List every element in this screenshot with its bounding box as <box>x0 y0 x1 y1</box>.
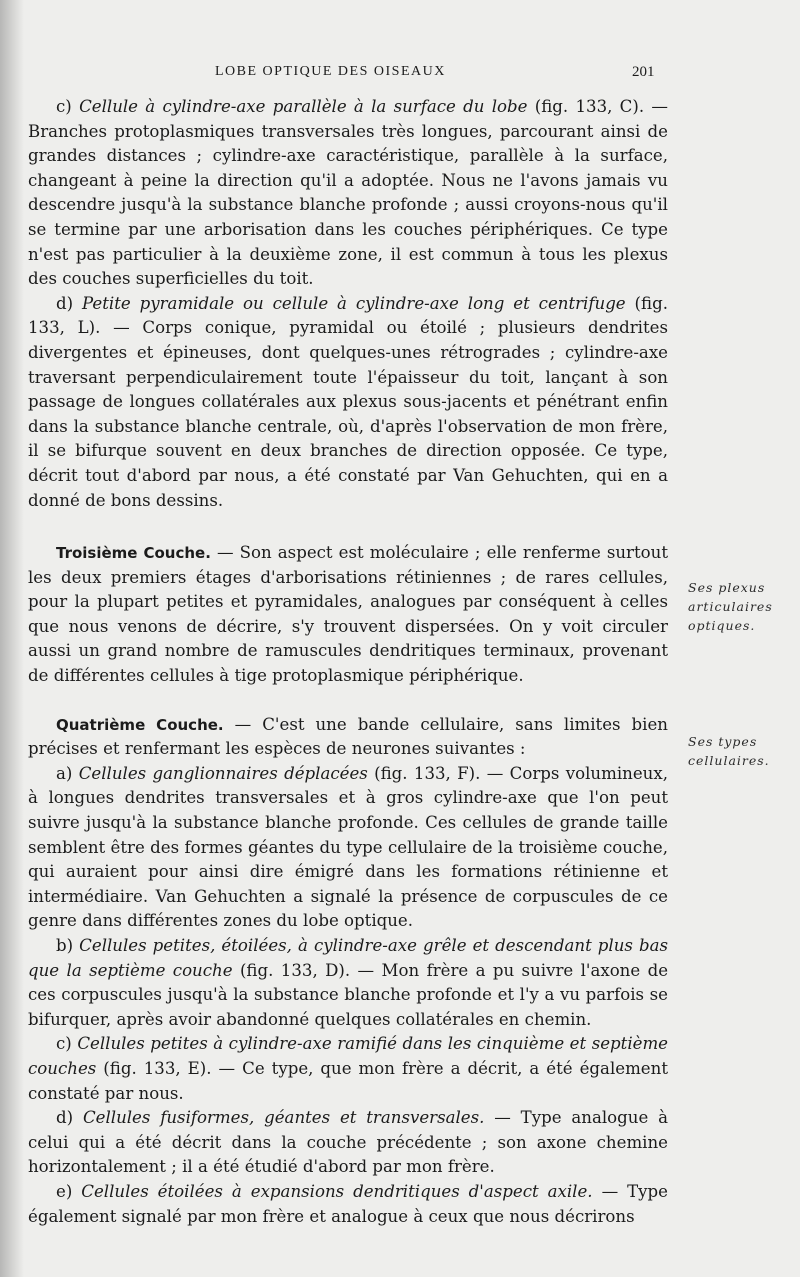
figure-ref: (fig. 133, F). <box>374 763 481 783</box>
figure-ref: (fig. 133, D). <box>239 960 351 980</box>
paragraph-text: — Branches protoplasmiques transversales très longues, parcourant ainsi de grandes distances ; cylindre-axe caractéristique, parallèle à la surface, changeant à peine la direction qu'il a adoptée. Nous ne l'avons jamais vu descendre jusqu'à la substance blanche profonde ; aussi croyons-nous qu'il se termine par une arborisation dans les couches périphériques. Ce type n'est pas particulier à la deuxième zone, il est commun à tous les plexus des couches superficielles du toit. <box>28 97 668 289</box>
page-header <box>0 64 800 88</box>
item-label: c) <box>56 1034 72 1054</box>
paragraph-c-branched-axon <box>28 1032 668 1106</box>
paragraph-fourth-layer <box>28 713 668 762</box>
section-heading: Troisième Couche. <box>56 544 211 563</box>
paragraph-text: — Type analogue à celui qui a été décrit dans la couche précédente ; son axone chemine horizontalement ; il a été étudié d'abord par mon frère. <box>28 1108 668 1177</box>
running-title: LOBE OPTIQUE DES OISEAUX <box>215 64 446 79</box>
paragraph-c-parallel-axon <box>28 95 668 292</box>
cell-type-title: Cellules petites à cylindre-axe ramifié dans les cinquième et septième couches <box>28 1034 668 1078</box>
cell-type-title: Cellules étoilées à expansions dendritiques d'aspect axile. <box>81 1181 593 1201</box>
cell-type-title: Cellules fusiformes, géantes et transversales. <box>82 1108 485 1128</box>
item-label: a) <box>56 763 73 783</box>
paragraph-a-displaced-ganglion <box>28 762 668 934</box>
paragraph-e-stellate-axile <box>28 1180 668 1229</box>
page-number: 201 <box>632 64 655 80</box>
figure-ref: (fig. 133, L). <box>28 293 668 338</box>
paragraph-text: — C'est une bande cellulaire, sans limites bien précises et renfermant les espèces de neurones suivantes : <box>28 714 668 759</box>
figure-ref: (fig. 133, C). <box>534 97 645 116</box>
figure-ref: (fig. 133, E). <box>103 1058 212 1078</box>
cell-type-title: Cellule à cylindre-axe parallèle à la surface du lobe <box>79 97 528 116</box>
cell-type-title: Cellules petites, étoilées, à cylindre-axe grêle et descendant plus bas que la septième couche <box>28 936 668 980</box>
item-label: e) <box>56 1181 73 1201</box>
paragraph-d-small-pyramidal <box>28 292 668 513</box>
paragraph-text: — Corps volumineux, à longues dendrites transversales et à gros cylindre-axe que l'on peut suivre jusqu'à la substance blanche profonde. Ces cellules de grande taille semblent être des formes géantes du type cellulaire de la troisième couche, qui auraient pour ainsi dire émigré dans les formations rétinienne et intermédiaire. Van Gehuchten a signalé la présence de corpuscules de ce genre dans différentes zones du lobe optique. <box>28 763 668 931</box>
paragraph-text: — Mon frère a pu suivre l'axone de ces corpuscules jusqu'à la substance blanche profonde et l'y a vu parfois se bifurquer, après avoir abandonné quelques collatérales en chemin. <box>28 960 669 1029</box>
item-label: c) <box>56 97 72 116</box>
body-text <box>28 95 668 1229</box>
margin-note-plexus: Ses plexus articulaires optiques. <box>688 580 773 633</box>
item-label: d) <box>56 293 74 313</box>
paragraph-d-fusiform <box>28 1106 668 1180</box>
paragraph-b-small-stellate <box>28 934 668 1032</box>
paragraph-text: — Type également signalé par mon frère et analogue à ceux que nous décrirons <box>28 1181 668 1226</box>
paragraph-text: — Son aspect est moléculaire ; elle renferme surtout les deux premiers étages d'arborisations rétiniennes ; de rares cellules, pour la plupart petites et pyramidales, analogues par conséquent à celles que nous venons de décrire, s'y trouvent dispersées. On y voit circuler aussi un grand nombre de ramuscules dendritiques terminaux, provenant de différentes cellules à tige protoplasmique périphérique. <box>28 543 668 686</box>
paragraph-text: — Ce type, que mon frère a décrit, a été également constaté par nous. <box>28 1058 668 1103</box>
paragraph-text: — Corps conique, pyramidal ou étoilé ; plusieurs dendrites divergentes et épineuses, dont quelques-unes rétrogrades ; cylindre-axe traversant perpendiculairement toute l'épaisseur du toit, lançant à son passage de longues collatérales aux plexus sous-jacents et pénétrant enfin dans la substance blanche centrale, où, d'après l'observation de mon frère, il se bifurque souvent en deux branches de direction opposée. Ce type, décrit tout d'abord par nous, a été constaté par Van Gehuchten, qui en a donné de bons dessins. <box>28 318 668 510</box>
margin-note-cell-types: Ses types cellulaires. <box>688 734 770 768</box>
cell-type-title: Petite pyramidale ou cellule à cylindre-axe long et centrifuge <box>82 293 626 313</box>
item-label: d) <box>56 1108 74 1128</box>
paragraph-third-layer <box>28 541 668 689</box>
section-heading: Quatrième Couche. <box>56 715 224 734</box>
item-label: b) <box>56 936 74 955</box>
cell-type-title: Cellules ganglionnaires déplacées <box>78 763 368 783</box>
scan-shadow <box>0 0 24 1277</box>
